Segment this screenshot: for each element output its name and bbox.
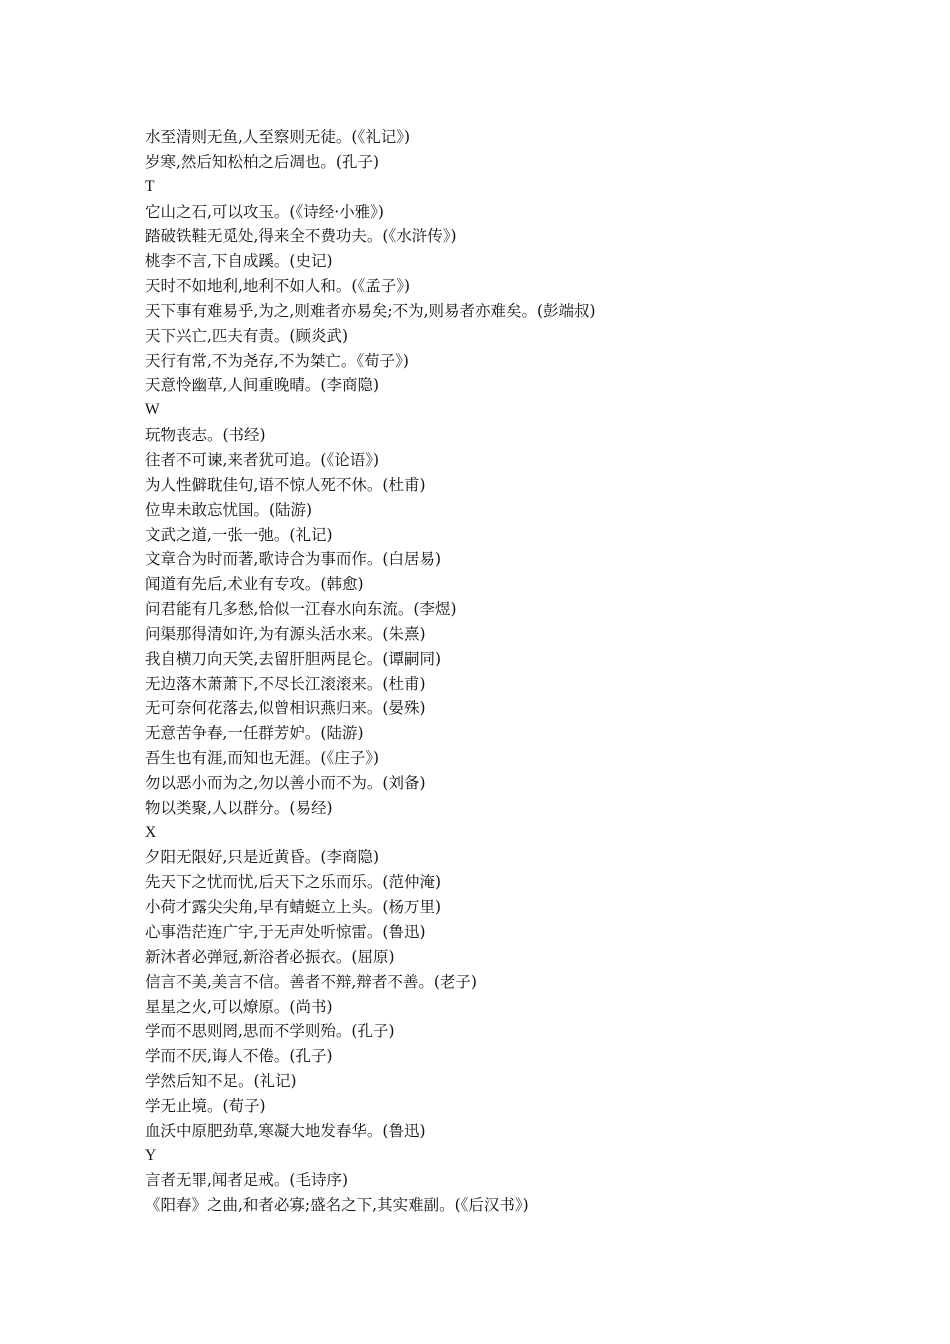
quote-line: 它山之石,可以攻玉。(《诗经·小雅》) — [145, 202, 384, 221]
quote-line: 文武之道,一张一弛。(礼记) — [145, 525, 333, 544]
quote-line: 天行有常,不为尧存,不为桀亡。《荀子》) — [145, 351, 409, 370]
quote-line: 我自横刀向天笑,去留肝胆两昆仑。(谭嗣同) — [145, 649, 442, 668]
document-page — [145, 125, 905, 1218]
quote-line: 言者无罪,闻者足戒。(毛诗序) — [145, 1171, 349, 1190]
quote-line: 学而不思则罔,思而不学则殆。(孔子) — [145, 1022, 395, 1041]
quote-line: 踏破铁鞋无觅处,得来全不费功夫。(《水浒传》) — [145, 227, 457, 246]
quote-line: 天意怜幽草,人间重晚晴。(李商隐) — [145, 376, 380, 395]
quote-line: 玩物丧志。(书经) — [145, 426, 266, 445]
quote-line: 学无止境。(荀子) — [145, 1096, 266, 1115]
quote-line: 吾生也有涯,而知也无涯。(《庄子》) — [145, 749, 380, 768]
quote-line: 位卑未敢忘忧国。(陆游) — [145, 500, 313, 519]
quote-line: 岁寒,然后知松柏之后凋也。(孔子) — [145, 152, 380, 171]
quote-line: 星星之火,可以燎原。(尚书) — [145, 997, 333, 1016]
quote-line: 闻道有先后,术业有专攻。(韩愈) — [145, 575, 364, 594]
quote-line: 问渠那得清如许,为有源头活水来。(朱熹) — [145, 624, 426, 643]
quote-line: 无可奈何花落去,似曾相识燕归来。(晏殊) — [145, 699, 426, 718]
quote-line: 文章合为时而著,歌诗合为事而作。(白居易) — [145, 550, 442, 569]
quote-line: 问君能有几多愁,恰似一江春水向东流。(李煜) — [145, 600, 457, 619]
section-letter-heading: T — [145, 177, 155, 195]
quote-line: 无边落木萧萧下,不尽长江滚滚来。(杜甫) — [145, 674, 426, 693]
quote-line: 为人性僻耽佳句,语不惊人死不休。(杜甫) — [145, 475, 426, 494]
quote-line: 血沃中原肥劲草,寒凝大地发春华。(鲁迅) — [145, 1121, 426, 1140]
section-letter-heading: Y — [145, 1146, 157, 1164]
quote-line: 往者不可谏,来者犹可追。(《论语》) — [145, 450, 380, 469]
quote-line: 天时不如地利,地利不如人和。(《孟子》) — [145, 277, 411, 296]
section-letter-heading: X — [145, 823, 157, 841]
quote-line: 水至清则无鱼,人至察则无徒。(《礼记》) — [145, 128, 411, 146]
quote-line: 天下事有难易乎,为之,则难者亦易矣;不为,则易者亦难矣。(彭端叔) — [145, 301, 596, 320]
quote-line: 勿以恶小而为之,勿以善小而不为。(刘备) — [145, 773, 426, 792]
section-letter-heading: W — [145, 401, 160, 419]
quote-line: 无意苦争春,一任群芳妒。(陆游) — [145, 724, 364, 743]
quote-line: 学而不厌,诲人不倦。(孔子) — [145, 1047, 333, 1066]
quote-line: 夕阳无限好,只是近黄昏。(李商隐) — [145, 848, 380, 867]
quote-line: 桃李不言,下自成蹊。(史记) — [145, 252, 333, 271]
quote-line: 物以类聚,人以群分。(易经) — [145, 798, 333, 817]
quote-line: 心事浩茫连广宇,于无声处听惊雷。(鲁迅) — [145, 923, 426, 941]
quote-line: 先天下之忧而忧,后天下之乐而乐。(范仲淹) — [145, 873, 442, 892]
quote-line: 学然后知不足。(礼记) — [145, 1072, 297, 1091]
quote-line: 《阳春》之曲,和者必寡;盛名之下,其实难副。(《后汉书》) — [145, 1196, 529, 1215]
quote-line: 天下兴亡,匹夫有责。(顾炎武) — [145, 326, 349, 345]
quote-line: 新沐者必弹冠,新浴者必振衣。(屈原) — [145, 947, 395, 966]
quote-line: 信言不美,美言不信。善者不辩,辩者不善。(老子) — [145, 972, 477, 991]
quote-line: 小荷才露尖尖角,早有蜻蜓立上头。(杨万里) — [145, 898, 442, 917]
